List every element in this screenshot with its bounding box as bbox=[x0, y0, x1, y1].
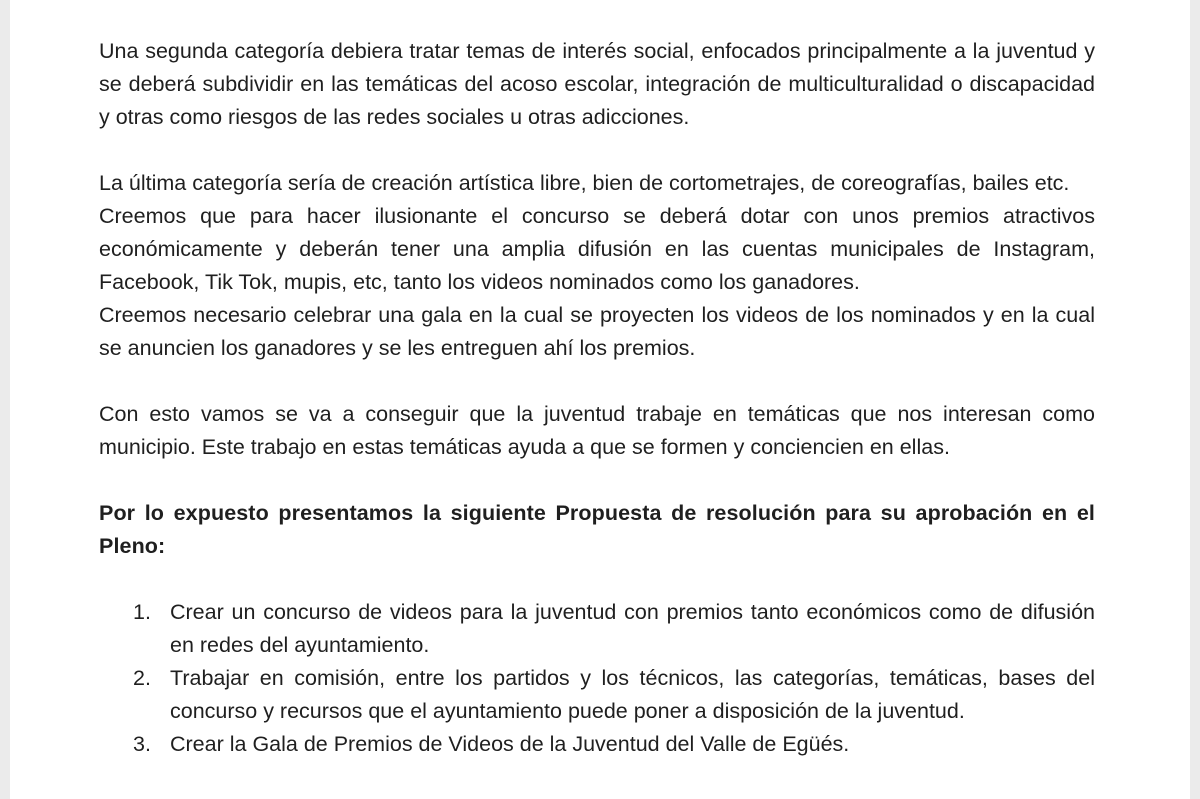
resolution-item-text: Crear la Gala de Premios de Videos de la Juventud del Valle de Egüés. bbox=[170, 732, 850, 756]
paragraph-conclusion: Con esto vamos se va a conseguir que la juventud trabaje en temáticas que nos interesan como municipio. Este trabajo en estas temáticas ayuda a que se formen y conciencien en ellas. bbox=[99, 402, 1095, 459]
resolution-item bbox=[99, 596, 1095, 662]
resolution-list bbox=[99, 596, 1095, 761]
resolution-item-text: Trabajar en comisión, entre los partidos y los técnicos, las categorías, temáticas, bases del concurso y recursos que el ayuntamiento puede poner a disposición de la juventud. bbox=[170, 666, 1095, 723]
resolution-heading: Por lo expuesto presentamos la siguiente Propuesta de resolución para su aprobación en el Pleno: bbox=[99, 501, 1095, 558]
document-page bbox=[10, 0, 1190, 799]
paragraph-artistic-category: La última categoría sería de creación artística libre, bien de cortometrajes, de coreografías, bailes etc. bbox=[99, 171, 1070, 195]
resolution-item bbox=[99, 728, 1095, 761]
resolution-item-text: Crear un concurso de videos para la juventud con premios tanto económicos como de difusión en redes del ayuntamiento. bbox=[170, 600, 1095, 657]
paragraph-spacer bbox=[99, 563, 1095, 596]
paragraph-spacer bbox=[99, 134, 1095, 167]
resolution-item-number: 2. bbox=[133, 666, 151, 690]
resolution-item-number: 3. bbox=[133, 732, 151, 756]
resolution-item bbox=[99, 662, 1095, 728]
paragraph-spacer bbox=[99, 365, 1095, 398]
paragraph-social-category: Una segunda categoría debiera tratar temas de interés social, enfocados principalmente a la juventud y se deberá subdividir en las temáticas del acoso escolar, integración de multiculturalidad o discapacidad y otras como riesgos de las redes sociales u otras adicciones. bbox=[99, 39, 1095, 129]
paragraph-gala: Creemos necesario celebrar una gala en la cual se proyecten los videos de los nominados y en la cual se anuncien los ganadores y se les entreguen ahí los premios. bbox=[99, 303, 1095, 360]
resolution-item-number: 1. bbox=[133, 600, 151, 624]
paragraph-spacer bbox=[99, 464, 1095, 497]
document-body bbox=[99, 35, 1095, 761]
paragraph-prizes: Creemos que para hacer ilusionante el concurso se deberá dotar con unos premios atractivos económicamente y deberán tener una amplia difusión en las cuentas municipales de Instagram, Facebook, Tik Tok, mupis, etc, tanto los videos nominados como los ganadores. bbox=[99, 204, 1095, 294]
